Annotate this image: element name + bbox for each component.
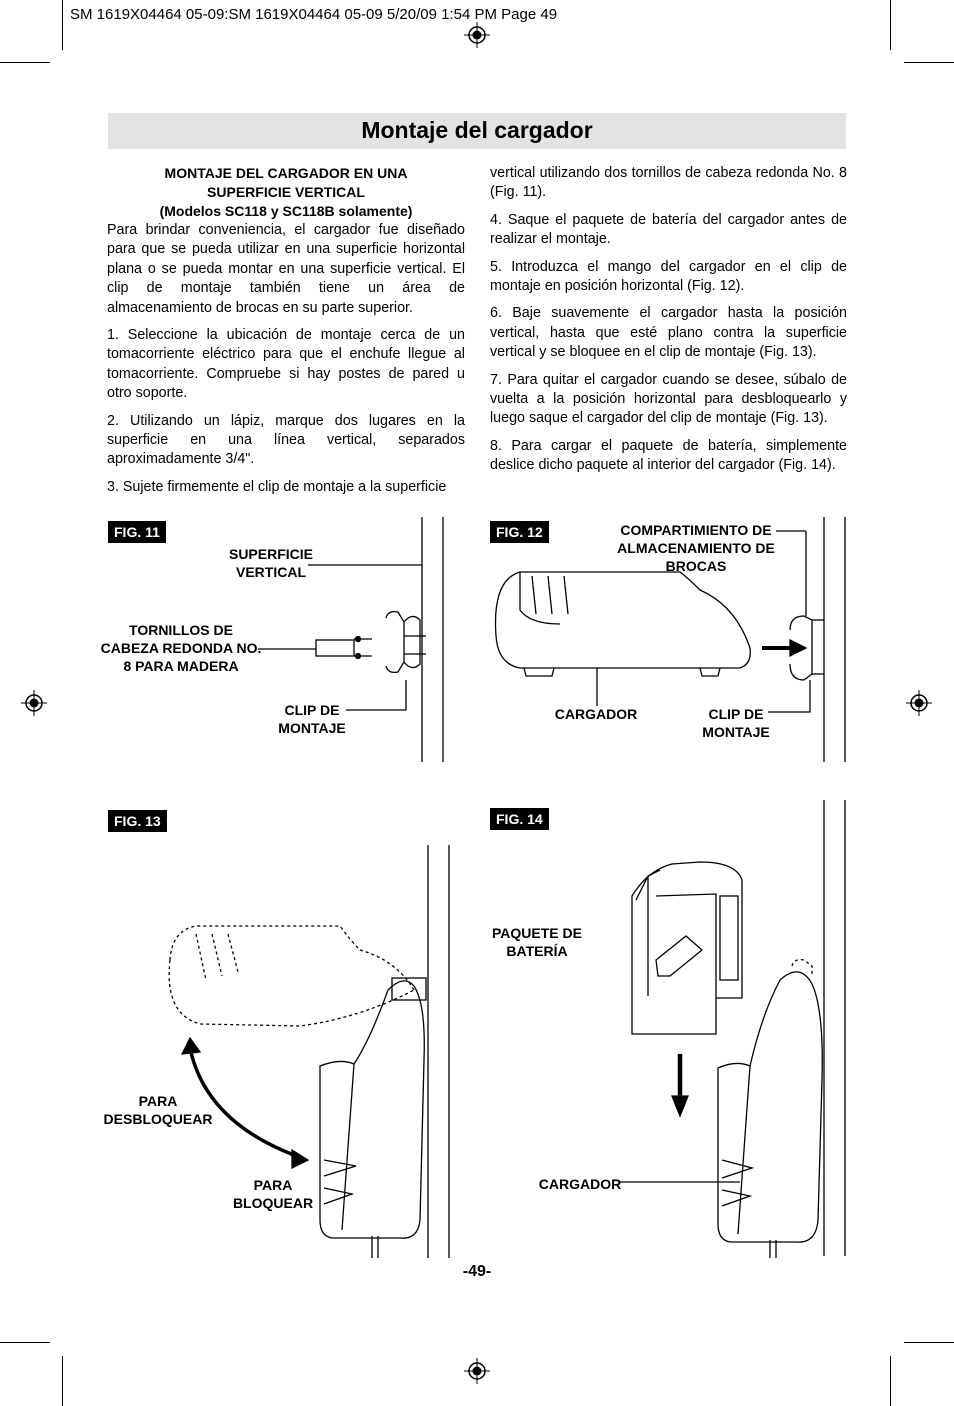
- callout-line: CABEZA REDONDA NO.: [100, 640, 262, 656]
- callout-line: SUPERFICIE: [228, 546, 313, 562]
- fig12-callout-clip: [694, 705, 778, 741]
- printer-slug: SM 1619X04464 05-09:SM 1619X04464 05-09 5/20/09 1:54 PM Page 49: [70, 6, 558, 23]
- section-heading-line: SUPERFICIE VERTICAL: [207, 184, 365, 200]
- callout-line: PARA: [253, 1177, 293, 1193]
- callout-line: PAQUETE DE: [492, 925, 582, 941]
- paragraph: 8. Para cargar el paquete de batería, simplemente deslice dicho paquete al interior del cargador (Fig. 14).: [490, 437, 847, 474]
- fig11-label: FIG. 11: [108, 521, 166, 543]
- callout-line: VERTICAL: [236, 564, 306, 580]
- fig14-callout-charger: CARGADOR: [538, 1176, 622, 1192]
- fig12-callout-storage: [586, 521, 806, 575]
- page-title: Montaje del cargador: [361, 117, 593, 143]
- paragraph: 5. Introduzca el mango del cargador en el clip de montaje en posición horizontal (Fig. 12).: [490, 258, 847, 295]
- fig12-label: FIG. 12: [490, 521, 549, 543]
- fig11-callout-surface: [218, 545, 324, 581]
- paragraph: 7. Para quitar el cargador cuando se desee, súbalo de vuelta a la posición horizontal para desbloquearlo y luego saque el cargador del clip de montaje (Fig. 13).: [490, 371, 847, 427]
- section-heading-line: (Modelos SC118 y SC118B solamente): [159, 203, 413, 219]
- callout-line: CLIP DE: [284, 702, 340, 718]
- fig11-callout-screws: [96, 621, 266, 675]
- fig11-callout-clip: [272, 701, 352, 737]
- callout-line: CLIP DE: [708, 706, 764, 722]
- paragraph: 2. Utilizando un lápiz, marque dos lugares en la superficie en una línea vertical, separados aproximadamente 3/4".: [107, 412, 465, 468]
- paragraph: vertical utilizando dos tornillos de cabeza redonda No. 8 (Fig. 11).: [490, 165, 847, 201]
- fig12-callout-charger: CARGADOR: [554, 706, 638, 722]
- paragraph: 1. Seleccione la ubicación de montaje cerca de un tomacorriente eléctrico para que el enchufe llegue al tomacorriente. Compruebe si hay postes de pared u otro soporte.: [107, 327, 465, 402]
- callout-line: PARA: [138, 1093, 178, 1109]
- callout-line: ALMACENAMIENTO DE BROCAS: [617, 540, 775, 574]
- callout-line: BLOQUEAR: [232, 1195, 314, 1211]
- fig14-callout-battery: [488, 924, 586, 960]
- callout-line: 8 PARA MADERA: [123, 658, 239, 674]
- section-heading-line: MONTAJE DEL CARGADOR EN UNA: [164, 165, 408, 181]
- callout-line: TORNILLOS DE: [129, 622, 233, 638]
- fig14-label: FIG. 14: [490, 808, 549, 830]
- paragraph: 4. Saque el paquete de batería del cargador antes de realizar el montaje.: [490, 211, 847, 248]
- fig13-callout-unlock: [100, 1092, 216, 1128]
- paragraph: Para brindar conveniencia, el cargador fue diseñado para que se pueda utilizar en una superficie horizontal plana o se pueda montar en una superficie vertical. El clip de montaje también tiene un área de almacenamiento de brocas en su parte superior.: [107, 222, 465, 316]
- callout-line: DESBLOQUEAR: [103, 1111, 213, 1127]
- paragraph: 3. Sujete firmemente el clip de montaje a la superficie: [107, 478, 447, 495]
- fig13-callout-lock: [226, 1176, 320, 1212]
- callout-line: MONTAJE: [278, 720, 346, 736]
- callout-line: BATERÍA: [506, 943, 568, 959]
- callout-line: MONTAJE: [702, 724, 770, 740]
- fig13-label: FIG. 13: [108, 810, 167, 832]
- fig14-drawing: [620, 800, 845, 1258]
- page-number: -49-: [462, 1263, 492, 1280]
- callout-line: COMPARTIMIENTO DE: [620, 522, 772, 538]
- paragraph: 6. Baje suavemente el cargador hasta la posición vertical, hasta que esté plano contra la superficie vertical y se bloquee en el clip de montaje (Fig. 13).: [490, 305, 847, 361]
